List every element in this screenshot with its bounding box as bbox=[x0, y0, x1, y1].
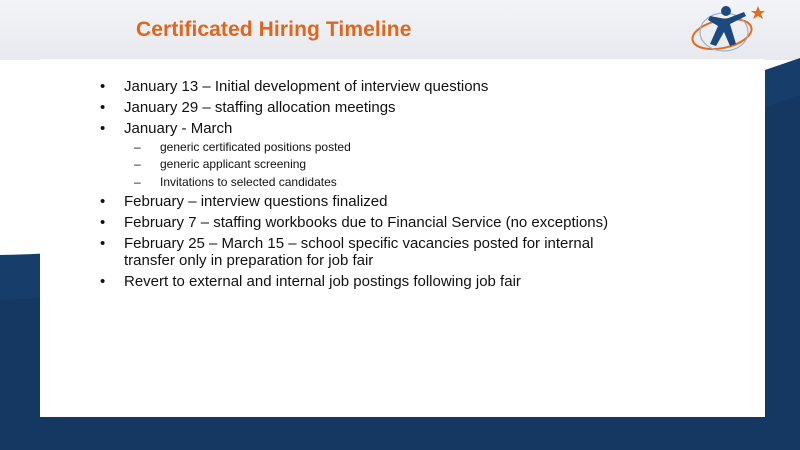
bullet-text: February 25 – March 15 – school specific vacancies posted for internal transfer only in preparation for job fair bbox=[124, 235, 594, 269]
bullet-item bbox=[100, 236, 620, 269]
bullet-item bbox=[100, 100, 620, 117]
bullet-text: January - March bbox=[124, 120, 233, 137]
bullet-text: February 7 – staffing workbooks due to Financial Service (no exceptions) bbox=[124, 214, 609, 231]
bullet-item bbox=[100, 79, 620, 96]
sub-bullet-list bbox=[124, 140, 620, 190]
bullet-text: January 29 – staffing allocation meetings bbox=[124, 99, 396, 116]
bullet-text: Revert to external and internal job postings following job fair bbox=[124, 272, 521, 290]
sub-bullet-item: – generic certificated positions posted bbox=[134, 140, 620, 155]
bullet-item bbox=[100, 274, 620, 291]
bullet-text: January 13 – Initial development of interview questions bbox=[124, 78, 489, 95]
person-star-globe-icon bbox=[688, 2, 768, 56]
bullet-text: February – interview questions finalized bbox=[124, 193, 388, 210]
bullet-item bbox=[100, 121, 620, 190]
bullet-list bbox=[100, 79, 620, 295]
bullet-item bbox=[100, 194, 620, 211]
slide-title: Certificated Hiring Timeline bbox=[136, 18, 412, 41]
sub-bullet-item: – generic applicant screening bbox=[134, 157, 620, 172]
bullet-item bbox=[100, 215, 620, 232]
sub-bullet-item: – Invitations to selected candidates bbox=[134, 175, 620, 190]
